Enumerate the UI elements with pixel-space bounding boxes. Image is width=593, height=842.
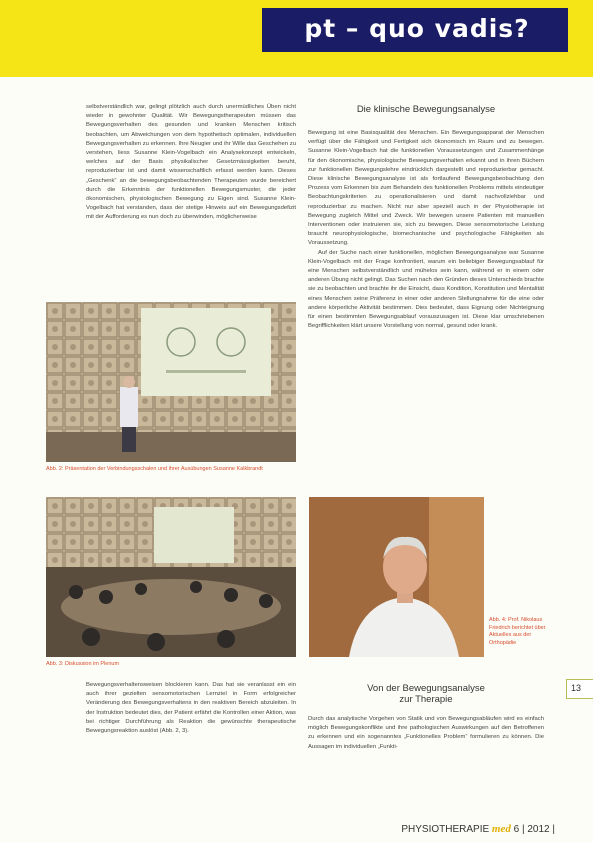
figure-4-photo (309, 497, 484, 657)
section-heading-to-therapy (308, 683, 544, 705)
left-column-top-text (86, 103, 296, 301)
left-column-bottom-text (86, 681, 296, 781)
paragraph: Bewegungsverhaltensweisen blockieren kann. Das hat sie veranlasst ein ein auch ihrer gezielten sensomotorischen Lernziel in Form erfolgreicher Veränderung des Bewegungsverhaltens in den reaktiven Bereich abzuleiten. In der Instruktion bedeutet dies, der Patient erfährt die Kontrollen einer Aktion, was bei richtiger Durchführung als Reaktion die gewünschte therapeutische Bewegungsreaktion auslöst (Abb. 2, 3). (86, 682, 296, 735)
presentation-photo-image (46, 302, 296, 462)
page-number: 13 (571, 683, 582, 693)
journal-footer (340, 823, 555, 835)
section-title-box (262, 8, 568, 52)
right-column-bottom-text (308, 715, 544, 775)
paragraph: selbstverständlich war, gelingt plötzlich auch durch unermüdliches Üben nicht wieder in gewohnter Qualität. Wir Bewegungstherapeuten müssen das Bewegungsverhalten des gesunden und kranken Menschen kritisch beobachten, um Abweichungen von dem hypothetisch optimalen, individuellen Bewegungsverhalten zu erkennen. Ihre Neugier und ihr Wille das Geschehen zu verstehen, liess Susanne Klein-Vogelbach ein Analysekonzept entwickeln, welches auf der Basis physikalischer Gesetzmässigkeiten beruht, reproduzierbar ist und damit wissenschaftlich erfasst werden kann. Dieses „Geschenk“ an die bewegungsbeobachtenden Therapeuten wurde bereichert durch die Erkenntnis der funktionellen Bewegungsmuster, die jeder ökonomischen, physiologischen Bewegung zu Eigen sind. Susanne Klein-Vogelbach hat verstanden, dass der stetige Hinweis auf ein Bewegungsdefizit mit der Aufforderung es nun doch zu überwinden, möglicherweise (86, 104, 296, 221)
right-column-text (308, 129, 544, 489)
page-number-tab (566, 679, 593, 699)
journal-name: PHYSIOTHERAPIE (401, 824, 492, 835)
portrait-photo-image (309, 497, 484, 657)
figure-2-caption: Abb. 2: Präsentation der Verbindungsschalen und ihrer Ausübungen Susanne Kalkbrandt (46, 466, 263, 472)
figure-2-photo (46, 302, 296, 462)
figure-4-caption: Abb. 4: Prof. Nikolaus Friedrich berichtet über Aktuelles aus der Orthopädie (489, 617, 546, 646)
section-title: pt – quo vadis? (304, 14, 530, 43)
journal-name-med: med (491, 823, 511, 835)
paragraph: Bewegung ist eine Basisqualität des Menschen. Ein Bewegungsapparat der Menschen verfügt über die Fähigkeit und Fertigkeit sich ökonomisch im Raum und zu bewegen. Susanne Klein-Vogelbach hat die funktionellen Voraussetzungen und Zusammenhänge für den ökonomische, physiologische Bewegungsverhalten erkannt und in ihren Büchern zur funktionellen Bewegungslehre eindrücklich dargestellt und reproduzierbar gemacht. Diese klinische Bewegungsanalyse ist als fortlaufend Bewegungsbeobachtung den Prozess vom Erkennen bis zum Behandeln des funktionellen Problems mittels eindeutiger Beobachtungskriterien zu operationalisieren und damit nachvollziehbar und reproduzierbar zu machen. Nicht nur aber speziell auch in der Physiotherapie ist Bewegung zugleich Mittel und Zweck. Wir bewegen unsere Patienten mit manuellen Interventionen oder instruieren sie, sich zu bewegen. Diese sensomotorische Leistung braucht neurophysiologische, biomechanische und psychologische Fähigkeiten als Voraussetzung. (308, 130, 544, 247)
paragraph: Auf der Suche nach einer funktionellen, möglichen Bewegungsanalyse war Susanne Klein-Vogelbach mit der Frage konfrontiert, warum ein beliebiger Bewegungsablauf für eine Menschen selbstverständlich und mühelos sein kann, während er in einem oder anderen Übung nicht gelingt. Das Suchen nach den Gründen dieses Unterschieds brachte sie zu beobachten und brachte ihr die Einsicht, dass Kondition, Konstitution und Mentalität eines Menschen seine Präferenz in einer oder anderen Stellungnahme für die eine oder andere körperliche Aktivität bestimmen. Dies bedeutet, dass Eignung oder Nichteignung für einen bestimmten Bewegungsablauf vorauszusagen ist. Diese klar umschriebenen Begrifflichkeiten klärt unsere Vorstellung von normal, gesund oder krank. (308, 249, 544, 330)
section-heading-clinical-analysis: Die klinische Bewegungsanalyse (356, 104, 496, 115)
heading-line-2: zur Therapie (399, 694, 453, 705)
paragraph: Durch das analytische Vorgehen von Statik und von Bewegungsabläufen wird es einfach möglich Bewegungskonflikte und ihre pathologischen Auswirkungen auf den Betroffenen zu erkennen und ein sogenanntes „Funktionelles Problem“ formulieren zu können. Die Aussagen im individuellen „Funkti- (308, 716, 544, 750)
heading-line-1: Von der Bewegungsanalyse (367, 683, 485, 694)
journal-issue: 6 | 2012 | (510, 824, 555, 835)
figure-3-caption: Abb. 3: Diskussion im Plenum (46, 661, 120, 667)
title-tab (568, 8, 593, 52)
figure-3-photo (46, 497, 296, 657)
plenum-photo-image (46, 497, 296, 657)
